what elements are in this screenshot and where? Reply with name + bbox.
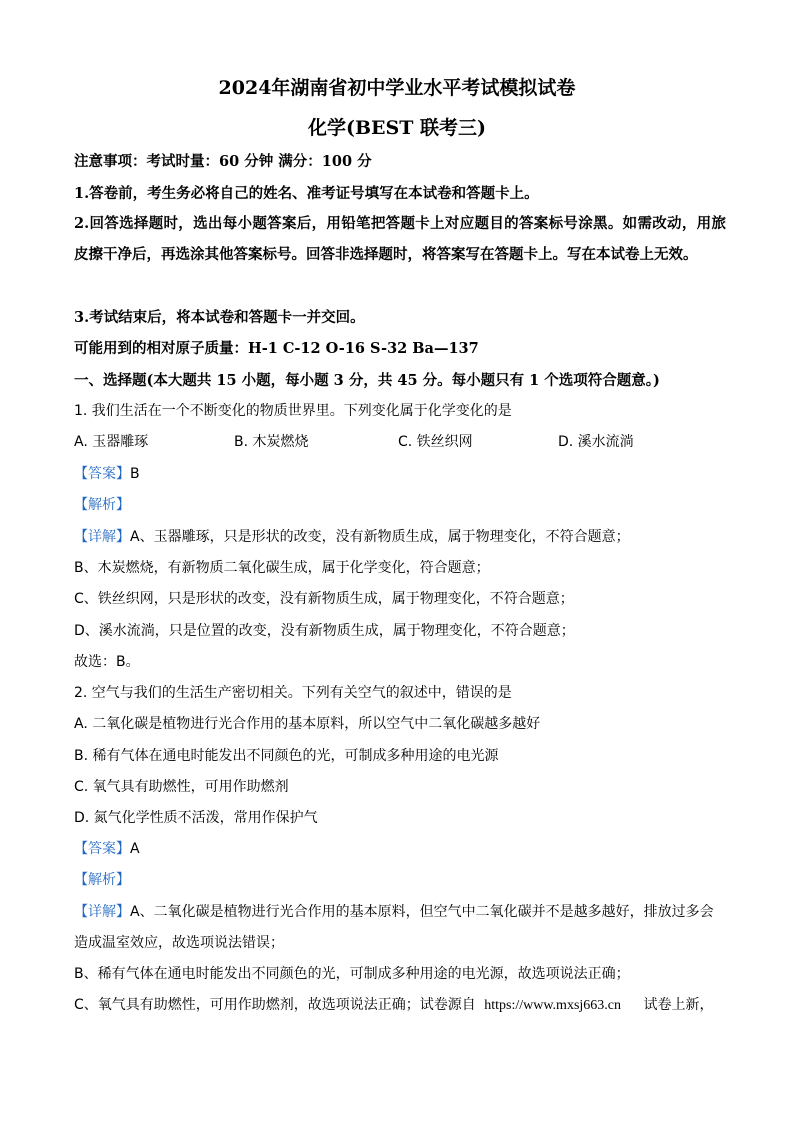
- question-2-analysis-tag: [74, 869, 130, 889]
- trailing-text: 试卷上新，: [643, 997, 714, 1013]
- answer-tag: 【答案】: [74, 466, 130, 482]
- question-1-option-d: D. 溪水流淌: [558, 434, 634, 450]
- analysis-tag: 【解析】: [74, 872, 130, 888]
- question-2-detail-c: [74, 994, 713, 1014]
- question-1-answer: [74, 463, 140, 483]
- question-1-detail-a: [74, 526, 630, 546]
- atomic-masses: 可能用到的相对原子质量：H-1 C-12 O-16 S-32 Ba—137: [74, 340, 479, 357]
- detail-tag: 【详解】: [74, 529, 130, 545]
- detail-text: A、二氧化碳是植物进行光合作用的基本原料，但空气中二氧化碳并不是越多越好，排放过多会: [130, 904, 714, 920]
- question-2-answer: [74, 838, 140, 858]
- notice-item-1: 1.答卷前，考生务必将自己的姓名、准考证号填写在本试卷和答题卡上。: [74, 185, 539, 202]
- answer-value: B: [130, 466, 140, 482]
- question-1-detail-d: D、溪水流淌，只是位置的改变，没有新物质生成，属于物理变化，不符合题意；: [74, 623, 575, 639]
- answer-value: A: [130, 841, 140, 857]
- question-1-option-b: B. 木炭燃烧: [234, 434, 309, 450]
- question-1-detail-b: B、木炭燃烧，有新物质二氧化碳生成，属于化学变化，符合题意；: [74, 560, 490, 576]
- analysis-tag: 【解析】: [74, 497, 130, 513]
- answer-tag: 【答案】: [74, 841, 130, 857]
- question-2-option-a: A. 二氧化碳是植物进行光合作用的基本原料，所以空气中二氧化碳越多越好: [74, 716, 541, 732]
- detail-text: A、玉器雕琢，只是形状的改变，没有新物质生成，属于物理变化，不符合题意；: [130, 529, 630, 545]
- question-2-detail-a-cont: 造成温室效应，故选项说法错误；: [74, 935, 284, 951]
- page-subtitle: 化学(BEST 联考三): [308, 117, 486, 139]
- section-heading: 一、选择题(本大题共 15 小题，每小题 3 分，共 45 分。每小题只有 1 个选项符合题意。): [74, 372, 660, 389]
- question-2-option-d: D. 氮气化学性质不活泼，常用作保护气: [74, 810, 318, 826]
- notice-item-2: 2.回答选择题时，选出每小题答案后，用铅笔把答题卡上对应题目的答案标号涂黑。如需改动，用旅皮擦干净后，再选涂其他答案标号。回答非选择题时，将答案写在答题卡上。写在本试卷上无效。: [74, 215, 726, 263]
- question-1-stem: 1. 我们生活在一个不断变化的物质世界里。下列变化属于化学变化的是: [74, 403, 512, 419]
- question-2-detail-b: B、稀有气体在通电时能发出不同颜色的光，可制成多种用途的电光源，故选项说法正确；: [74, 966, 630, 982]
- detail-tag: 【详解】: [74, 904, 130, 920]
- question-2-detail-a: [74, 901, 714, 921]
- question-2-option-c: C. 氧气具有助燃性，可用作助燃剂: [74, 779, 289, 795]
- question-2-stem: 2. 空气与我们的生活生产密切相关。下列有关空气的叙述中，错误的是: [74, 685, 512, 701]
- page-title: 2024年湖南省初中学业水平考试模拟试卷: [218, 77, 576, 99]
- question-2-option-b: B. 稀有气体在通电时能发出不同颜色的光，可制成多种用途的电光源: [74, 748, 499, 764]
- source-link[interactable]: https://www.mxsj663.cn: [484, 998, 621, 1013]
- notice-item-3: 3.考试结束后，将本试卷和答题卡一并交回。: [74, 309, 365, 326]
- question-1-option-a: A. 玉器雕琢: [74, 434, 149, 450]
- question-1-conclusion: 故选：B。: [74, 654, 140, 670]
- detail-text: C、氧气具有助燃性，可用作助燃剂，故选项说法正确；试卷源自: [74, 997, 476, 1013]
- notice-heading: 注意事项：考试时量：60 分钟 满分：100 分: [74, 153, 372, 170]
- question-1-option-c: C. 铁丝织网: [398, 434, 473, 450]
- question-1-analysis-tag: [74, 494, 130, 514]
- question-1-detail-c: C、铁丝织网，只是形状的改变，没有新物质生成，属于物理变化，不符合题意；: [74, 591, 574, 607]
